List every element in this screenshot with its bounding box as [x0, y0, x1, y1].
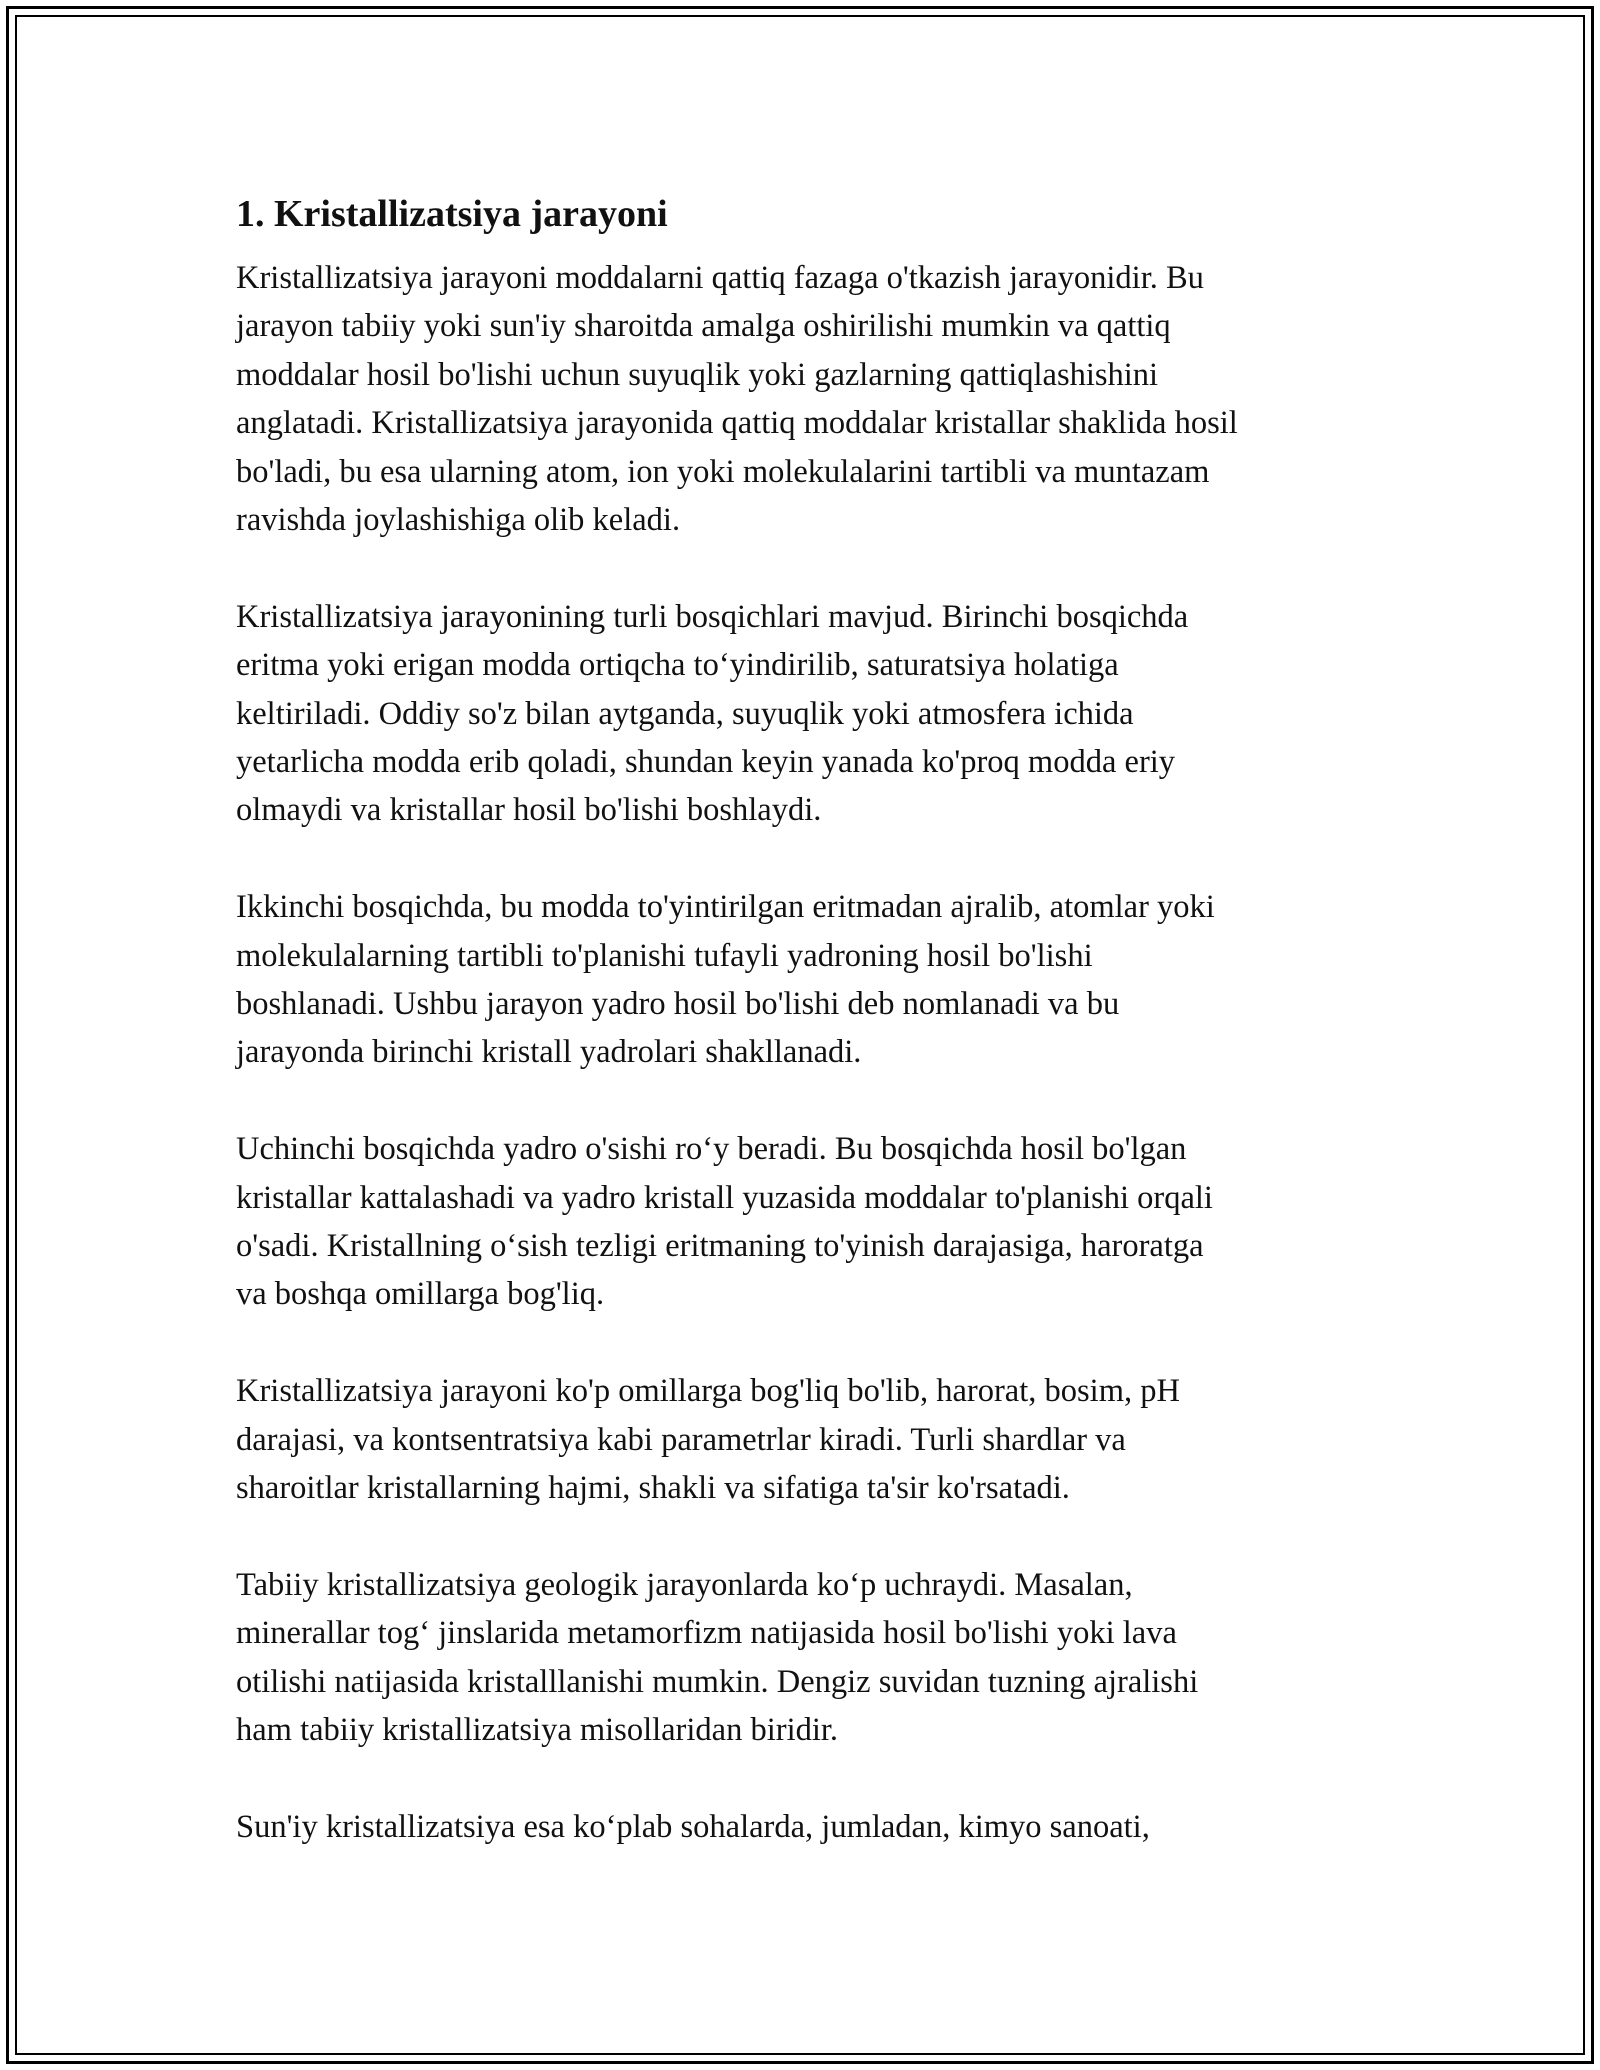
paragraph-natural: Tabiiy kristallizatsiya geologik jarayonlarda ko‘p uchraydi. Masalan, minerallar tog‘ jinslarida metamorfizm natijasida hosil bo'lishi yoki lava otilishi natijasida kristalllanishi mumkin. Dengiz suvidan tuzning ajralishi ham tabiiy kristallizatsiya misollaridan biridir.: [236, 1566, 1199, 1749]
paragraph-third-stage: Uchinchi bosqichda yadro o'sishi ro‘y beradi. Bu bosqichda hosil bo'lgan kristallar kattalashadi va yadro kristall yuzasida moddalar to'planishi orqali o'sadi. Kristallning o‘sish tezligi eritmaning to'yinish darajasiga, haroratga va boshqa omillarga bog'liq.: [236, 1131, 1213, 1313]
paragraph-second-stage: Ikkinchi bosqichda, bu modda to'yintirilgan eritmadan ajralib, atomlar yoki molekulalarning tartibli to'planishi tufayli yadroning hosil bo'lishi boshlanadi. Ushbu jarayon yadro hosil bo'lishi deb nomlanadi va bu jarayonda birinchi kristall yadrolari shakllanadi.: [236, 889, 1215, 1071]
paragraph-factors: Kristallizatsiya jarayoni ko'p omillarga bog'liq bo'lib, harorat, bosim, pH darajasi, va kontsentratsiya kabi parametrlar kiradi. Turli shardlar va sharoitlar kristallarning hajmi, shakli va sifatiga ta'sir ko'rsatadi.: [236, 1373, 1180, 1507]
paragraph-definition: Kristallizatsiya jarayoni moddalarni qattiq fazaga o'tkazish jarayonidir. Bu jarayon tabiiy yoki sun'iy sharoitda amalga oshirilishi mumkin va qattiq moddalar hosil bo'lishi uchun suyuqlik yoki gazlarning qattiqlashishini anglatadi. Kristallizatsiya jarayonida qattiq moddalar kristallar shaklida hosil bo'ladi, bu esa ularning atom, ion yoki molekulalarini tartibli va muntazam ravishda joylashishiga olib keladi.: [236, 260, 1238, 539]
document-body: [236, 186, 1386, 1851]
paragraph-stages: Kristallizatsiya jarayonining turli bosqichlari mavjud. Birinchi bosqichda eritma yoki erigan modda ortiqcha to‘yindirilib, saturatsiya holatiga keltiriladi. Oddiy so'z bilan aytganda, suyuqlik yoki atmosfera ichida yetarlicha modda erib qoladi, shundan keyin yanada ko'proq modda eriy olmaydi va kristallar hosil bo'lishi boshlaydi.: [236, 598, 1189, 829]
section-heading: 1. Kristallizatsiya jarayoni: [236, 193, 668, 235]
paragraph-artificial: Sun'iy kristallizatsiya esa ko‘plab sohalarda, jumladan, kimyo sanoati,: [236, 1808, 1150, 1845]
